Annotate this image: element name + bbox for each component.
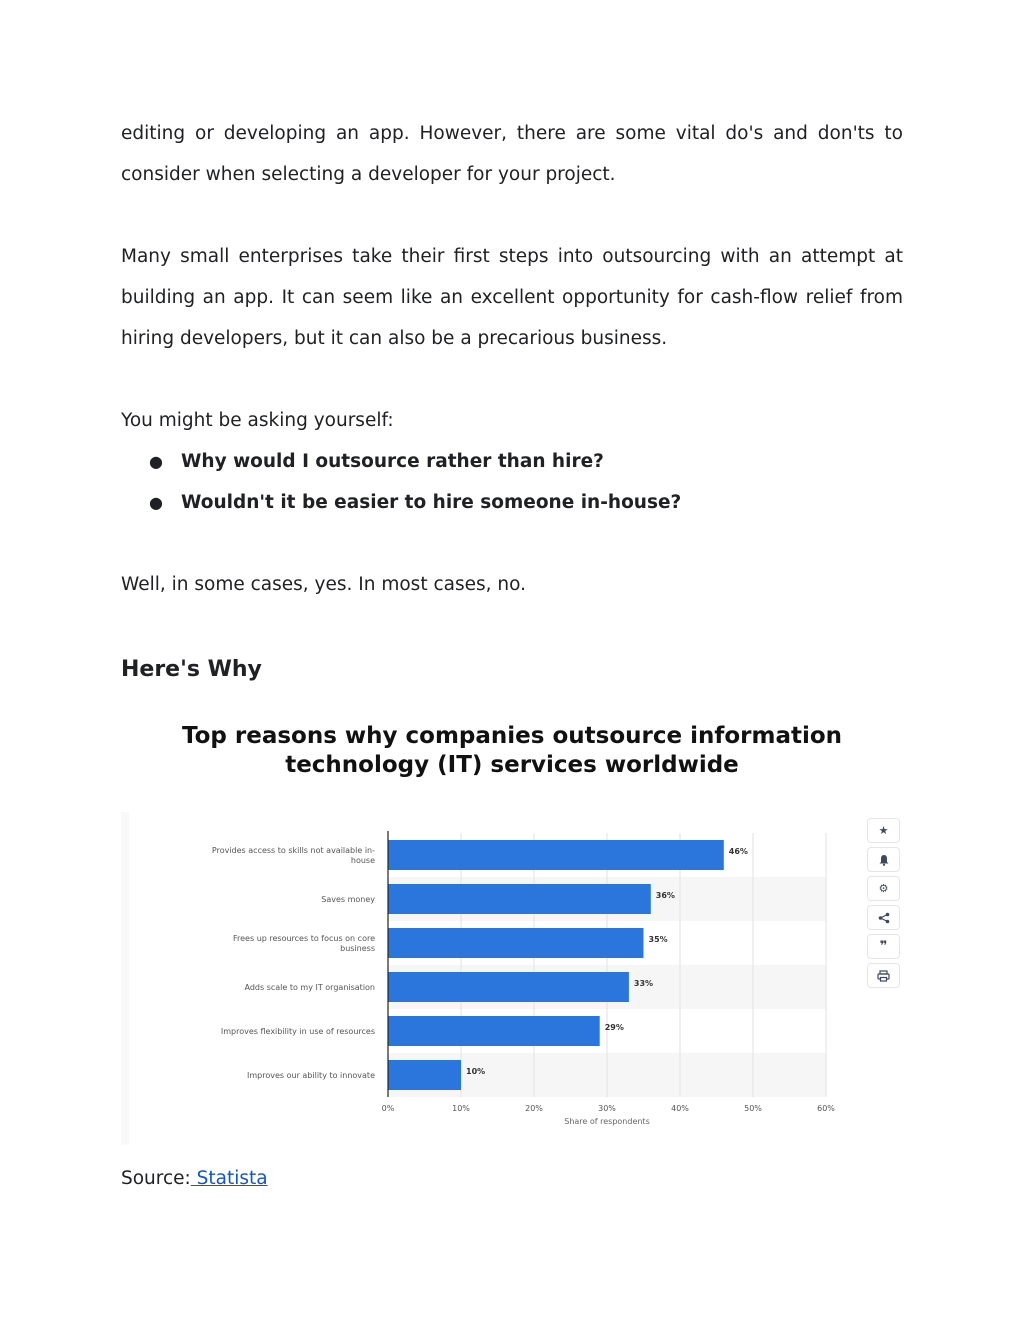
x-tick-label: 30% xyxy=(598,1104,616,1113)
category-label: Adds scale to my IT organisation xyxy=(244,983,375,992)
category-label: Provides access to skills not available in- xyxy=(211,846,375,855)
x-tick-label: 60% xyxy=(817,1104,835,1113)
paragraph-answer: Well, in some cases, yes. In most cases, no. xyxy=(121,574,526,595)
bar xyxy=(388,1016,600,1046)
bar-value-label: 33% xyxy=(633,979,654,988)
paragraph-intro: editing or developing an app. However, there are some vital do's and don'ts to consider when selecting a developer for your project. xyxy=(121,123,903,185)
list-item xyxy=(121,441,681,482)
x-tick-label: 40% xyxy=(671,1104,689,1113)
chart-panel xyxy=(129,812,949,1145)
settings-button[interactable] xyxy=(867,876,900,901)
bar xyxy=(388,972,629,1002)
category-label: Improves flexibility in use of resources xyxy=(220,1027,375,1036)
source-line xyxy=(121,1158,268,1199)
x-axis-label: Share of respondents xyxy=(564,1117,650,1126)
bar xyxy=(388,928,644,958)
x-tick-label: 0% xyxy=(381,1104,395,1113)
bar xyxy=(388,1060,461,1090)
notify-button[interactable] xyxy=(867,847,900,872)
share-button[interactable] xyxy=(867,905,900,930)
list-item-text: Why would I outsource rather than hire? xyxy=(181,451,604,472)
list-item xyxy=(121,482,681,523)
bar-value-label: 35% xyxy=(648,935,668,944)
cite-button[interactable] xyxy=(867,934,900,959)
bar-value-label: 46% xyxy=(728,847,748,856)
source-link[interactable]: Statista xyxy=(190,1168,268,1189)
bar-value-label: 29% xyxy=(604,1023,624,1032)
bar-chart xyxy=(129,812,849,1145)
bar xyxy=(388,884,651,914)
paragraph-question-lead: You might be asking yourself: xyxy=(121,410,394,431)
chart-toolbar xyxy=(867,818,900,992)
category-label: business xyxy=(340,944,375,953)
list-item-text: Wouldn't it be easier to hire someone in-house? xyxy=(181,492,682,513)
x-tick-label: 10% xyxy=(452,1104,470,1113)
favorite-button[interactable] xyxy=(867,818,900,843)
category-label: Saves money xyxy=(321,895,375,904)
x-tick-label: 20% xyxy=(525,1104,543,1113)
bell-icon xyxy=(878,854,890,866)
category-label: house xyxy=(350,856,375,865)
bullet-icon: ● xyxy=(149,452,163,471)
x-tick-label: 50% xyxy=(744,1104,762,1113)
bar-value-label: 10% xyxy=(466,1067,486,1076)
paragraph-outsourcing: Many small enterprises take their first steps into outsourcing with an attempt at building an app. It can seem like an excellent opportunity for cash-flow relief from hiring developers, but it can also be a precarious business. xyxy=(121,246,903,349)
category-label: Improves our ability to innovate xyxy=(247,1071,375,1080)
section-heading: Here's Why xyxy=(121,657,262,682)
source-label: Source: xyxy=(121,1168,191,1189)
chart-image xyxy=(121,812,906,1145)
category-label: Frees up resources to focus on core xyxy=(233,934,375,943)
print-button[interactable] xyxy=(867,963,900,988)
star-icon: ★ xyxy=(878,824,889,837)
bullet-icon: ● xyxy=(149,493,163,512)
bar xyxy=(388,840,724,870)
print-icon xyxy=(877,970,890,982)
question-list xyxy=(121,441,681,523)
share-icon xyxy=(878,912,890,924)
bar-value-label: 36% xyxy=(655,891,675,900)
chart-title: Top reasons why companies outsource information technology (IT) services worldwide xyxy=(181,723,843,778)
quote-icon: ❞ xyxy=(879,939,888,954)
gear-icon: ⚙ xyxy=(878,882,889,895)
